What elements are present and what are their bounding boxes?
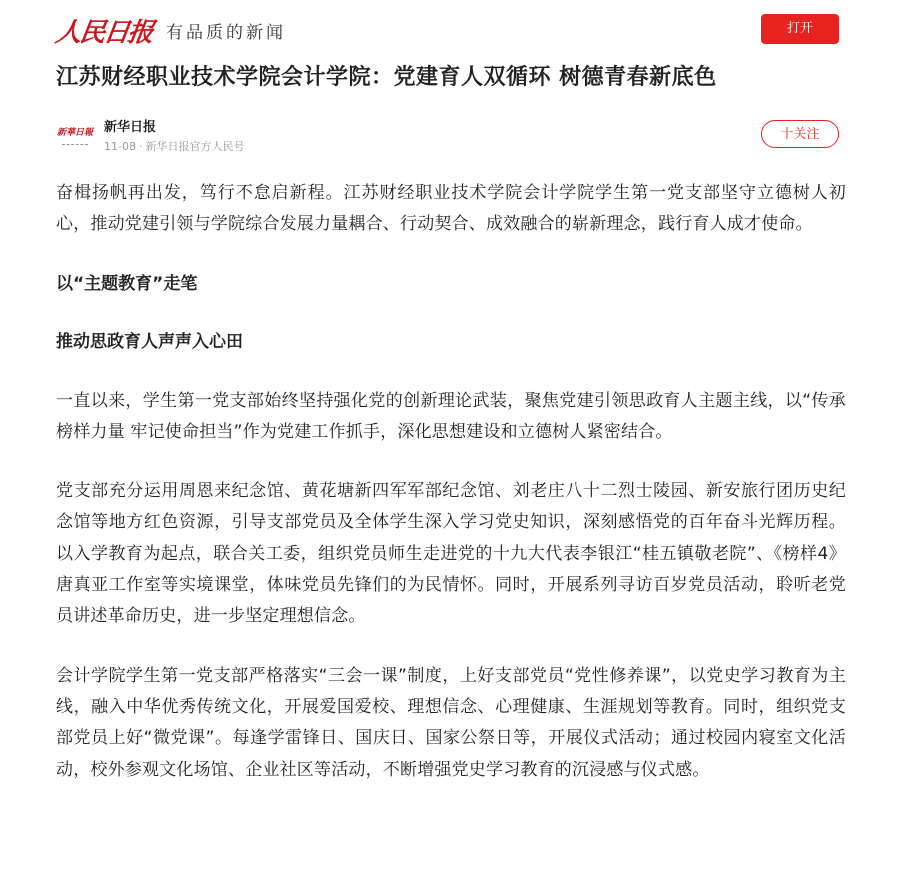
people-daily-logo[interactable]: 人民日报 [53,18,154,48]
section-heading: 以“主题教育”走笔 [56,273,198,294]
article-body [56,178,846,786]
author-row [56,112,846,158]
paragraph: 一直以来，学生第一党支部始终坚持强化党的创新理论武装，聚焦党建引领思政育人主题主线，以“传承榜样力量 牢记使命担当”作为党建工作抓手，深化思想建设和立德树人紧密结合。 [56,390,846,442]
follow-button[interactable]: 十关注 [761,120,839,148]
article-title: 江苏财经职业技术学院会计学院：党建育人双循环 树德青春新底色 [56,65,717,90]
author-name[interactable]: 新华日报 [104,120,157,135]
publish-date: 11-08 [104,140,136,153]
author-source: 新华日报官方人民号 [145,140,245,153]
paragraph-intro: 奋楫扬帆再出发，笃行不怠启新程。江苏财经职业技术学院会计学院学生第一党支部坚守立德树人初心，推动党建引领与学院综合发展力量耦合、行动契合、成效融合的崭新理念，践行育人成才使命。 [56,183,846,235]
meta-separator: · [138,140,143,153]
author-meta [104,138,244,154]
slogan: 有品质的新闻 [166,23,287,43]
avatar-divider [62,144,88,145]
avatar-logo-text: 新華日報 [56,128,93,138]
open-app-button[interactable]: 打开 [761,14,839,44]
paragraph: 党支部充分运用周恩来纪念馆、黄花塘新四军军部纪念馆、刘老庄八十二烈士陵园、新安旅行团历史纪念馆等地方红色资源，引导支部党员及全体学生深入学习党史知识，深刻感悟党的百年奋斗光辉历程。以入学教育为起点，联合关工委，组织党员师生走进党的十九大代表李银江“桂五镇敬老院”、《榜样4》唐真亚工作室等实境课堂，体味党员先锋们的为民情怀。同时，开展系列寻访百岁党员活动，聆听老党员讲述革命历史，进一步坚定理想信念。 [56,481,846,627]
author-avatar[interactable] [56,116,94,154]
paragraph: 会计学院学生第一党支部严格落实“三会一课”制度，上好支部党员“党性修养课”，以党史学习教育为主线，融入中华优秀传统文化，开展爱国爱校、理想信念、心理健康、生涯规划等教育。同时，组织党支部党员上好“微党课”。每逢学雷锋日、国庆日、国家公祭日等，开展仪式活动；通过校园内寝室文化活动，校外参观文化场馆、企业社区等活动，不断增强党史学习教育的沉浸感与仪式感。 [56,665,846,780]
top-bar [0,0,900,56]
section-subheading: 推动思政育人声声入心田 [56,331,243,352]
brand [53,12,287,49]
